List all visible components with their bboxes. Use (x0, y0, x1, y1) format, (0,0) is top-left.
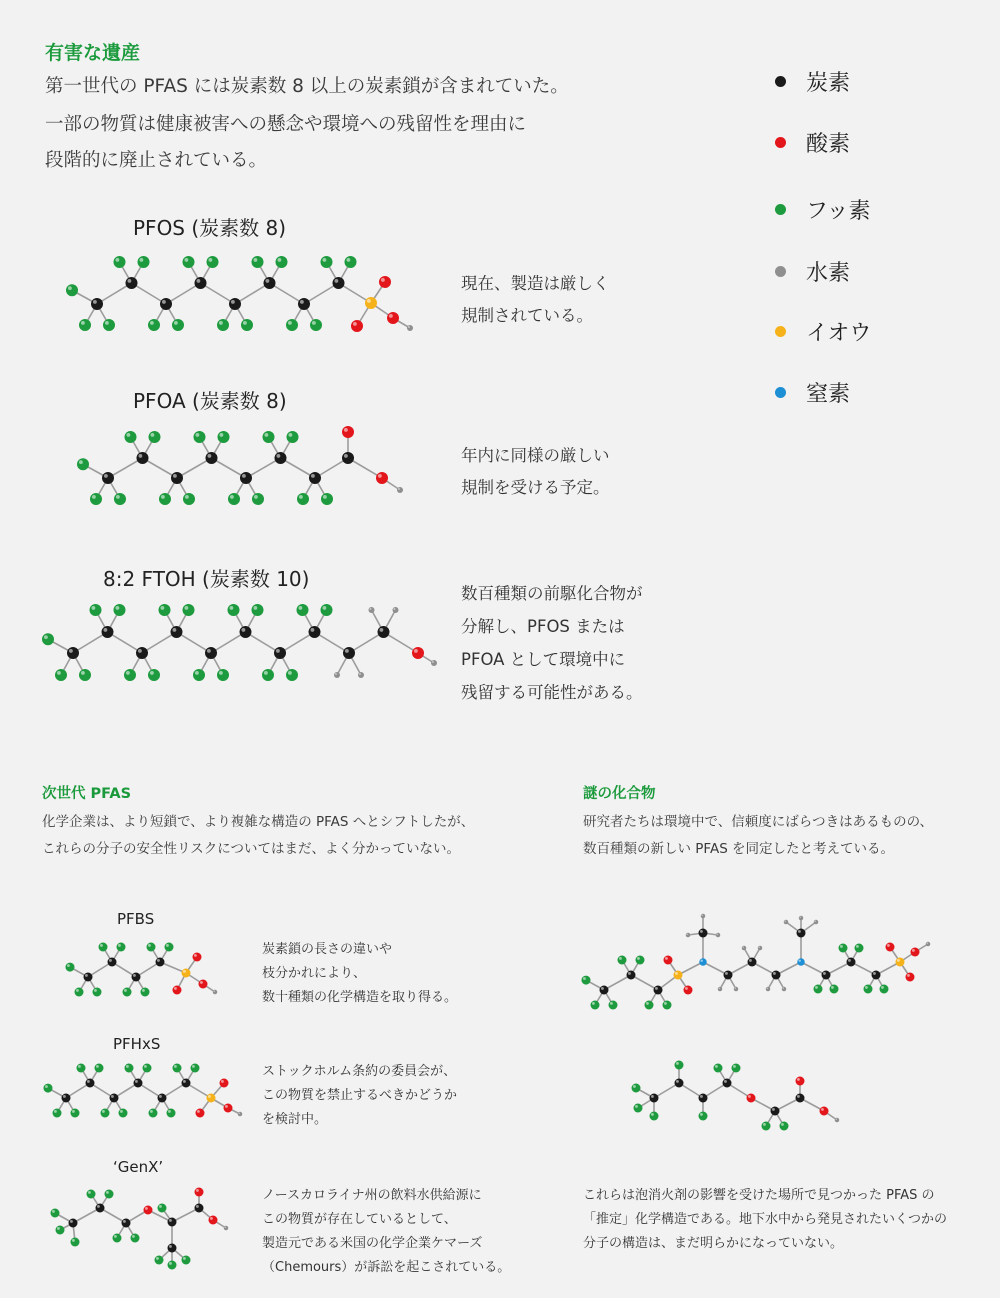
genx-bond (172, 1208, 199, 1222)
ftoh-bond (73, 632, 108, 653)
genx-fluorine-atom (131, 1234, 140, 1243)
genx-oxygen-atom (195, 1188, 204, 1197)
pfhxs-hydrogen-atom (238, 1112, 243, 1117)
ftoh-fluorine-atom (228, 604, 240, 616)
pfos-bond (201, 283, 236, 304)
mystery-1-hydrogen-atom (734, 987, 739, 992)
mystery-2-carbon-atom (675, 1079, 684, 1088)
pfoa-carbon-atom (309, 472, 321, 484)
ftoh-fluorine-atom (193, 669, 205, 681)
ftoh-bond (211, 632, 246, 653)
pfos-fluorine-atom (114, 256, 126, 268)
pfbs-fluorine-atom (123, 988, 132, 997)
mystery-1-hydrogen-atom (718, 987, 723, 992)
genx-title: ‘GenX’ (113, 1158, 164, 1176)
mystery-1-carbon-atom (872, 971, 881, 980)
mystery-2-carbon-atom (796, 1094, 805, 1103)
mystery-2-oxygen-atom (747, 1094, 756, 1103)
pfos-oxygen-atom (379, 276, 391, 288)
genx-desc-3: 製造元である米国の化学企業ケマーズ (262, 1236, 483, 1251)
mystery-1-carbon-atom (772, 971, 781, 980)
pfoa-fluorine-atom (183, 493, 195, 505)
pfos-fluorine-atom (252, 256, 264, 268)
pfhxs-fluorine-atom (71, 1109, 80, 1118)
pfoa-fluorine-atom (149, 431, 161, 443)
pfhxs-title: PFHxS (113, 1035, 161, 1053)
mystery-1-fluorine-atom (609, 1001, 618, 1010)
mystery-1-carbon-atom (627, 971, 636, 980)
pfoa-title: PFOA (炭素数 8) (133, 389, 287, 413)
section-title: 有害な遺産 (45, 42, 141, 64)
mystery-1-oxygen-atom (911, 948, 920, 957)
pfos-carbon-atom (91, 298, 103, 310)
ftoh-fluorine-atom (124, 669, 136, 681)
ftoh-bond (384, 632, 419, 653)
mystery-caption-3: 分子の構造は、まだ明らかになっていない。 (583, 1236, 844, 1251)
intro-line-2: 一部の物質は健康被害への懸念や環境への残留性を理由に (45, 114, 527, 135)
mystery-1-hydrogen-atom (701, 914, 706, 919)
pfos-oxygen-atom (351, 320, 363, 332)
next-gen-heading: 次世代 PFAS (42, 786, 132, 802)
ftoh-hydrogen-atom (393, 607, 399, 613)
pfhxs-carbon-atom (158, 1094, 167, 1103)
pfos-fluorine-atom (217, 319, 229, 331)
pfhxs-fluorine-atom (44, 1084, 53, 1093)
pfos-fluorine-atom (286, 319, 298, 331)
mystery-caption-1: これらは泡消火剤の影響を受けた場所で見つかった PFAS の (583, 1188, 935, 1203)
ftoh-bond (142, 632, 177, 653)
pfos-bond (132, 283, 167, 304)
genx-desc-4: （Chemours）が訴訟を起こされている。 (262, 1260, 511, 1275)
mystery-1-carbon-atom (748, 958, 757, 967)
pfoa-carbon-atom (206, 452, 218, 464)
mystery-2-fluorine-atom (762, 1122, 771, 1131)
pfos-bond (235, 283, 270, 304)
mystery-1-nitrogen-atom (699, 958, 707, 966)
ftoh-oxygen-atom (412, 647, 424, 659)
ftoh-carbon-atom (205, 647, 217, 659)
pfbs-hydrogen-atom (213, 990, 218, 995)
ftoh-fluorine-atom (321, 604, 333, 616)
legend-item-carbon: 炭素 (775, 66, 850, 96)
ftoh-fluorine-atom (42, 633, 54, 645)
pfoa-fluorine-atom (77, 458, 89, 470)
pfbs-carbon-atom (132, 973, 141, 982)
pfos-fluorine-atom (207, 256, 219, 268)
pfhxs-desc-2: この物質を禁止するべきかどうか (262, 1088, 458, 1103)
pfos-fluorine-atom (310, 319, 322, 331)
pfhxs-carbon-atom (110, 1094, 119, 1103)
ftoh-carbon-atom (309, 626, 321, 638)
genx-fluorine-atom (168, 1261, 177, 1270)
pfos-fluorine-atom (79, 319, 91, 331)
pfoa-carbon-atom (137, 452, 149, 464)
pfos-fluorine-atom (66, 284, 78, 296)
mystery-1-fluorine-atom (591, 1001, 600, 1010)
ftoh-desc-4: 残留する可能性がある。 (461, 683, 643, 702)
pfoa-fluorine-atom (159, 493, 171, 505)
ftoh-fluorine-atom (252, 604, 264, 616)
mystery-1-hydrogen-atom (814, 920, 819, 925)
pfbs-fluorine-atom (147, 943, 156, 952)
mystery-2-fluorine-atom (714, 1064, 723, 1073)
pfoa-fluorine-atom (252, 493, 264, 505)
pfbs-group (66, 943, 218, 997)
ftoh-desc-1: 数百種類の前駆化合物が (461, 584, 643, 603)
genx-fluorine-atom (51, 1209, 60, 1218)
pfoa-carbon-atom (240, 472, 252, 484)
legend-item-hydrogen: 水素 (775, 256, 850, 286)
next-gen-body-2: これらの分子の安全性リスクについてはまだ、よく分かっていない。 (42, 841, 460, 857)
pfos-carbon-atom (195, 277, 207, 289)
ftoh-fluorine-atom (114, 604, 126, 616)
genx-carbon-atom (168, 1218, 177, 1227)
ftoh-desc-2: 分解し、PFOS または (461, 617, 625, 636)
ftoh-hydrogen-atom (431, 660, 437, 666)
pfoa-hydrogen-atom (397, 487, 403, 493)
mystery-1-fluorine-atom (864, 985, 873, 994)
mystery-1-carbon-atom (724, 971, 733, 980)
pfoa-desc-2: 規制を受ける予定。 (461, 478, 610, 497)
mystery-2-carbon-atom (699, 1094, 708, 1103)
pfoa-carbon-atom (102, 472, 114, 484)
ftoh-carbon-atom (240, 626, 252, 638)
legend-item-oxygen: 酸素 (775, 127, 850, 157)
genx-carbon-atom (195, 1204, 204, 1213)
mystery-1-hydrogen-atom (758, 946, 763, 951)
mystery-1-hydrogen-atom (766, 987, 771, 992)
genx-fluorine-atom (158, 1204, 167, 1213)
pfhxs-oxygen-atom (196, 1109, 205, 1118)
ftoh-carbon-atom (136, 647, 148, 659)
mystery-1-fluorine-atom (839, 944, 848, 953)
mystery-1-hydrogen-atom (926, 942, 931, 947)
pfos-carbon-atom (333, 277, 345, 289)
pfos-bond (97, 283, 132, 304)
genx-fluorine-atom (71, 1238, 80, 1247)
pfoa-fluorine-atom (90, 493, 102, 505)
ftoh-desc-3: PFOA として環境中に (461, 650, 626, 669)
pfhxs-fluorine-atom (119, 1109, 128, 1118)
pfhxs-carbon-atom (134, 1079, 143, 1088)
pfoa-fluorine-atom (114, 493, 126, 505)
mystery-1-oxygen-atom (906, 973, 915, 982)
ftoh-carbon-atom (378, 626, 390, 638)
pfbs-sulfur-atom (182, 969, 191, 978)
ftoh-fluorine-atom (217, 669, 229, 681)
ftoh-hydrogen-atom (358, 672, 364, 678)
pfoa-fluorine-atom (287, 431, 299, 443)
pfhxs-carbon-atom (62, 1094, 71, 1103)
genx-desc-1: ノースカロライナ州の飲料水供給源に (262, 1188, 482, 1203)
mystery-1-carbon-atom (699, 929, 708, 938)
mystery-2-carbon-atom (723, 1079, 732, 1088)
pfos-fluorine-atom (138, 256, 150, 268)
genx-bond (73, 1208, 100, 1223)
mystery-2-fluorine-atom (780, 1122, 789, 1131)
mystery-1-fluorine-atom (814, 985, 823, 994)
mystery-caption-2: 「推定」化学構造である。地下水中から発見されたいくつかの (583, 1212, 948, 1227)
genx-group (51, 1188, 229, 1270)
pfoa-fluorine-atom (194, 431, 206, 443)
mystery-1-hydrogen-atom (784, 920, 789, 925)
pfoa-fluorine-atom (321, 493, 333, 505)
ftoh-bond (246, 632, 281, 653)
pfoa-desc-1: 年内に同様の厳しい (461, 446, 610, 465)
pfos-carbon-atom (298, 298, 310, 310)
mystery-body-1: 研究者たちは環境中で、信頼度にばらつきはあるものの、 (583, 814, 934, 830)
mystery-2-carbon-atom (650, 1094, 659, 1103)
ftoh-group (42, 604, 437, 681)
mystery-2-fluorine-atom (675, 1061, 684, 1070)
pfbs-desc-2: 枝分かれにより、 (262, 966, 367, 981)
pfoa-fluorine-atom (218, 431, 230, 443)
genx-fluorine-atom (56, 1226, 65, 1235)
pfos-fluorine-atom (103, 319, 115, 331)
pfbs-desc-3: 数十種類の化学構造を取り得る。 (262, 990, 458, 1005)
mystery-1-nitrogen-atom (797, 958, 805, 966)
mystery-1-fluorine-atom (855, 944, 864, 953)
mystery-1-fluorine-atom (880, 985, 889, 994)
pfos-fluorine-atom (148, 319, 160, 331)
ftoh-bond (315, 632, 350, 653)
ftoh-carbon-atom (274, 647, 286, 659)
intro-line-3: 段階的に廃止されている。 (45, 150, 268, 171)
pfhxs-carbon-atom (182, 1079, 191, 1088)
pfos-hydrogen-atom (407, 325, 413, 331)
mystery-1-fluorine-atom (663, 1001, 672, 1010)
mystery-1-fluorine-atom (582, 976, 591, 985)
ftoh-bond (177, 632, 212, 653)
pfbs-fluorine-atom (75, 988, 84, 997)
ftoh-fluorine-atom (262, 669, 274, 681)
pfhxs-fluorine-atom (101, 1109, 110, 1118)
genx-carbon-atom (96, 1204, 105, 1213)
mystery-1-group (582, 914, 931, 1010)
pfoa-fluorine-atom (297, 493, 309, 505)
ftoh-fluorine-atom (79, 669, 91, 681)
mystery-2-fluorine-atom (699, 1112, 708, 1121)
pfhxs-fluorine-atom (149, 1109, 158, 1118)
ftoh-fluorine-atom (148, 669, 160, 681)
mystery-1-carbon-atom (822, 971, 831, 980)
genx-fluorine-atom (113, 1234, 122, 1243)
genx-oxygen-atom (144, 1206, 153, 1215)
pfos-fluorine-atom (172, 319, 184, 331)
genx-carbon-atom (122, 1219, 131, 1228)
genx-fluorine-atom (182, 1256, 191, 1265)
ftoh-hydrogen-atom (369, 607, 375, 613)
pfos-carbon-atom (264, 277, 276, 289)
mystery-2-hydrogen-atom (835, 1118, 840, 1123)
ftoh-fluorine-atom (183, 604, 195, 616)
pfhxs-group (44, 1064, 243, 1118)
pfos-sulfur-atom (365, 297, 377, 309)
mystery-1-oxygen-atom (886, 943, 895, 952)
pfhxs-fluorine-atom (143, 1064, 152, 1073)
mystery-1-fluorine-atom (830, 985, 839, 994)
ftoh-bond (280, 632, 315, 653)
genx-fluorine-atom (105, 1190, 114, 1199)
pfoa-fluorine-atom (125, 431, 137, 443)
genx-carbon-atom (69, 1219, 78, 1228)
mystery-1-bond (604, 975, 631, 990)
mystery-1-hydrogen-atom (782, 987, 787, 992)
pfbs-fluorine-atom (93, 988, 102, 997)
genx-fluorine-atom (155, 1256, 164, 1265)
ftoh-carbon-atom (171, 626, 183, 638)
next-gen-body-1: 化学企業は、より短鎖で、より複雑な構造の PFAS へとシフトしたが、 (42, 814, 475, 830)
pfbs-fluorine-atom (117, 943, 126, 952)
genx-oxygen-atom (209, 1216, 218, 1225)
mystery-heading: 謎の化合物 (583, 786, 656, 802)
pfoa-carbon-atom (275, 452, 287, 464)
mystery-body-2: 数百種類の新しい PFAS を同定したと考えている。 (583, 841, 895, 857)
pfoa-carbon-atom (171, 472, 183, 484)
genx-bond (100, 1208, 126, 1223)
ftoh-fluorine-atom (286, 669, 298, 681)
pfhxs-fluorine-atom (53, 1109, 62, 1118)
ftoh-fluorine-atom (55, 669, 67, 681)
pfbs-oxygen-atom (173, 986, 182, 995)
pfos-bond (304, 283, 339, 304)
pfbs-carbon-atom (84, 973, 93, 982)
mystery-2-fluorine-atom (732, 1064, 741, 1073)
pfbs-desc-1: 炭素鎖の長さの違いや (262, 942, 393, 957)
pfos-carbon-atom (160, 298, 172, 310)
pfhxs-fluorine-atom (125, 1064, 134, 1073)
mystery-1-fluorine-atom (636, 956, 645, 965)
pfhxs-fluorine-atom (95, 1064, 104, 1073)
pfhxs-oxygen-atom (224, 1104, 233, 1113)
mystery-1-sulfur-atom (674, 971, 683, 980)
ftoh-hydrogen-atom (334, 672, 340, 678)
genx-fluorine-atom (87, 1190, 96, 1199)
pfhxs-fluorine-atom (167, 1109, 176, 1118)
pfos-fluorine-atom (321, 256, 333, 268)
pfoa-group (77, 426, 403, 505)
pfhxs-fluorine-atom (191, 1064, 200, 1073)
legend-item-fluorine: フッ素 (775, 194, 870, 224)
pfoa-fluorine-atom (228, 493, 240, 505)
pfhxs-fluorine-atom (77, 1064, 86, 1073)
pfos-desc-1: 現在、製造は厳しく (461, 274, 610, 293)
mystery-1-oxygen-atom (664, 956, 673, 965)
mystery-1-hydrogen-atom (799, 916, 804, 921)
ftoh-bond (108, 632, 143, 653)
pfoa-oxygen-atom (376, 472, 388, 484)
ftoh-carbon-atom (67, 647, 79, 659)
pfos-oxygen-atom (387, 312, 399, 324)
pfos-fluorine-atom (276, 256, 288, 268)
ftoh-fluorine-atom (297, 604, 309, 616)
genx-desc-2: この物質が存在しているとして、 (262, 1212, 457, 1227)
pfbs-oxygen-atom (193, 953, 202, 962)
legend-item-nitrogen: 窒素 (775, 377, 850, 407)
pfos-fluorine-atom (241, 319, 253, 331)
mystery-1-carbon-atom (797, 929, 806, 938)
mystery-1-carbon-atom (847, 958, 856, 967)
genx-carbon-atom (168, 1244, 177, 1253)
genx-hydrogen-atom (224, 1226, 229, 1231)
intro-line-1: 第一世代の PFAS には炭素数 8 以上の炭素鎖が含まれていた。 (45, 76, 569, 97)
mystery-1-oxygen-atom (684, 986, 693, 995)
mystery-2-oxygen-atom (820, 1107, 829, 1116)
mystery-1-carbon-atom (654, 986, 663, 995)
ftoh-fluorine-atom (90, 604, 102, 616)
pfos-fluorine-atom (345, 256, 357, 268)
pfos-carbon-atom (229, 298, 241, 310)
ftoh-carbon-atom (102, 626, 114, 638)
mystery-2-group (632, 1061, 840, 1131)
mystery-1-fluorine-atom (645, 1001, 654, 1010)
ftoh-title: 8:2 FTOH (炭素数 10) (103, 567, 310, 591)
pfos-bond (166, 283, 201, 304)
mystery-1-fluorine-atom (618, 956, 627, 965)
pfbs-fluorine-atom (99, 943, 108, 952)
pfos-title: PFOS (炭素数 8) (133, 216, 287, 240)
pfos-group (66, 256, 413, 332)
pfbs-carbon-atom (108, 958, 117, 967)
pfos-desc-2: 規制されている。 (461, 306, 593, 325)
pfoa-oxygen-atom (342, 426, 354, 438)
mystery-1-sulfur-atom (896, 958, 905, 967)
ftoh-carbon-atom (343, 647, 355, 659)
mystery-2-carbon-atom (771, 1107, 780, 1116)
mystery-1-hydrogen-atom (716, 933, 721, 938)
pfbs-title: PFBS (117, 910, 155, 928)
pfbs-fluorine-atom (165, 943, 174, 952)
mystery-2-fluorine-atom (634, 1104, 643, 1113)
pfhxs-carbon-atom (86, 1079, 95, 1088)
ftoh-bond (349, 632, 384, 653)
pfoa-fluorine-atom (263, 431, 275, 443)
pfbs-fluorine-atom (66, 963, 75, 972)
mystery-2-fluorine-atom (632, 1084, 641, 1093)
pfoa-carbon-atom (342, 452, 354, 464)
mystery-2-oxygen-atom (796, 1077, 805, 1086)
pfbs-carbon-atom (156, 958, 165, 967)
mystery-1-carbon-atom (600, 986, 609, 995)
mystery-1-hydrogen-atom (742, 946, 747, 951)
pfos-bond (270, 283, 305, 304)
pfhxs-desc-1: ストックホルム条約の委員会が、 (262, 1064, 457, 1079)
pfbs-fluorine-atom (141, 988, 150, 997)
pfhxs-sulfur-atom (207, 1094, 216, 1103)
pfhxs-oxygen-atom (220, 1079, 229, 1088)
mystery-2-fluorine-atom (650, 1112, 659, 1121)
mystery-1-bond (631, 975, 658, 990)
mystery-1-hydrogen-atom (686, 933, 691, 938)
pfbs-oxygen-atom (199, 980, 208, 989)
pfhxs-desc-3: を検討中。 (262, 1112, 328, 1127)
legend-item-sulfur: イオウ (775, 316, 871, 346)
pfos-fluorine-atom (183, 256, 195, 268)
pfos-carbon-atom (126, 277, 138, 289)
pfhxs-fluorine-atom (173, 1064, 182, 1073)
ftoh-fluorine-atom (159, 604, 171, 616)
